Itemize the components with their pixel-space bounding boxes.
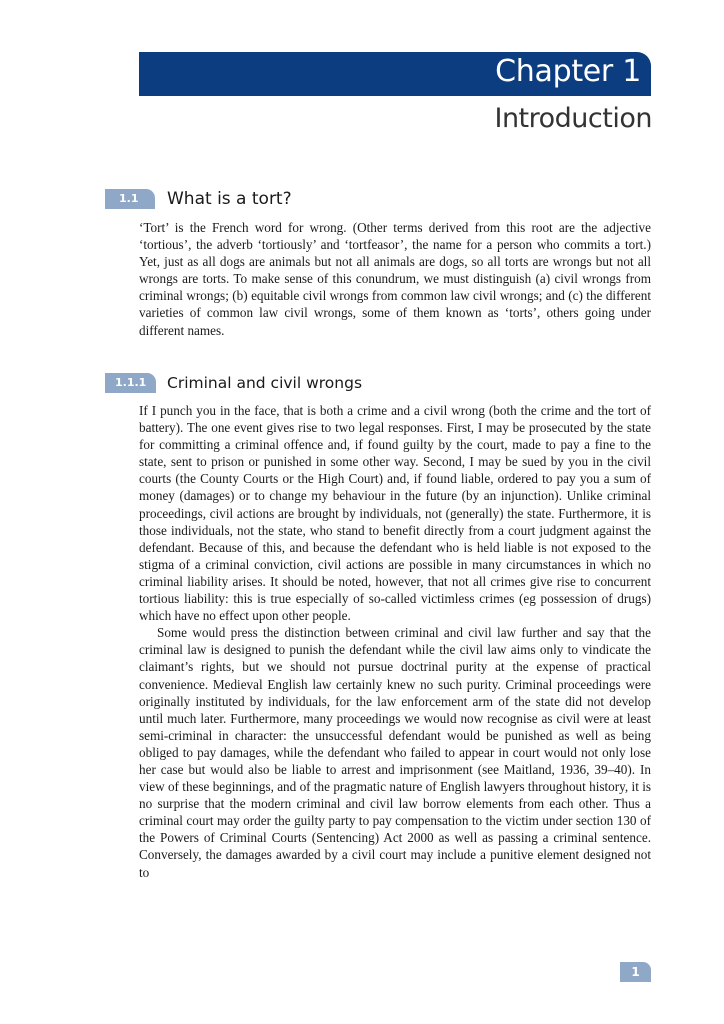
section-number-badge: 1.1 (105, 189, 155, 209)
chapter-banner (139, 52, 651, 96)
paragraph: ‘Tort’ is the French word for wrong. (Other terms derived from this root are the adjective ‘tortious’, the adverb ‘tortiously’ and ‘tortfeasor’, the name for a person who commits a tort.) Yet, just as all dogs are animals but not all animals are dogs, so all torts are wrongs but not all wrongs are torts. To make sense of this conundrum, we must distinguish (a) civil wrongs from criminal wrongs; (b) equitable civil wrongs from common law civil wrongs; and (c) the different varieties of common law civil wrongs, some of them known as ‘torts’, others going under different names. (139, 220, 651, 338)
chapter-title: Introduction (494, 103, 652, 134)
paragraph: Some would press the distinction between criminal and civil law further and say that the criminal law is designed to punish the defendant while the civil law aims only to vindicate the claimant’s rights, but we should not pursue doctrinal purity at the expense of practical convenience. Medieval English law certainly knew no such purity. Criminal proceedings were originally instituted by individuals, for the law enforcement arm of the state did not develop until much later. Furthermore, many proceedings we would now recognise as civil were at least semi-criminal in character: the unsuccessful defendant would be punished as well as being obliged to pay damages, while the defendant who failed to appear in court would not only lose her case but would also be liable to arrest and imprisonment (see Maitland, 1936, 39–40). In view of these beginnings, and of the pragmatic nature of English lawyers throughout history, it is no surprise that the modern criminal and civil law borrow elements from each other. Thus a criminal court may order the guilty party to pay compensation to the victim under section 130 of the Powers of Criminal Courts (Sentencing) Act 2000 as well as passing a criminal sentence. Conversely, the damages awarded by a civil court may include a punitive element designed not to (139, 625, 651, 880)
chapter-label: Chapter 1 (495, 54, 641, 89)
section-1-1-1-body (139, 402, 651, 881)
section-1-1-body (139, 219, 651, 339)
page-number: 1 (620, 962, 651, 982)
section-heading-1-1-1 (105, 373, 362, 393)
paragraph: If I punch you in the face, that is both a crime and a civil wrong (both the crime and the tort of battery). The one event gives rise to two legal responses. First, I may be prosecuted by the state for committing a criminal offence and, if found guilty by the court, made to pay a fine to the state, sent to prison or punished in some other way. Second, I may be sued by you in the civil courts (the County Courts or the High Court) and, if found liable, ordered to pay you a sum of money (damages) or to change my behaviour in the future (by an injunction). Unlike criminal proceedings, civil actions are brought by individuals, not (generally) the state. Furthermore, it is those individuals, not the state, who stand to benefit directly from a court judgment against the defendant. Because of this, and because the defendant who is held liable is not exposed to the stigma of a criminal conviction, civil actions are possible in many circumstances in which no criminal liability arises. It should be noted, however, that not all crimes give rise to concurrent tortious liability: this is true especially of so-called victimless crimes (eg possession of drugs) which have no effect upon other people. (139, 403, 651, 624)
section-title: What is a tort? (167, 189, 292, 209)
section-heading-1-1 (105, 189, 292, 209)
section-title: Criminal and civil wrongs (167, 374, 363, 392)
section-number-badge: 1.1.1 (105, 373, 156, 393)
